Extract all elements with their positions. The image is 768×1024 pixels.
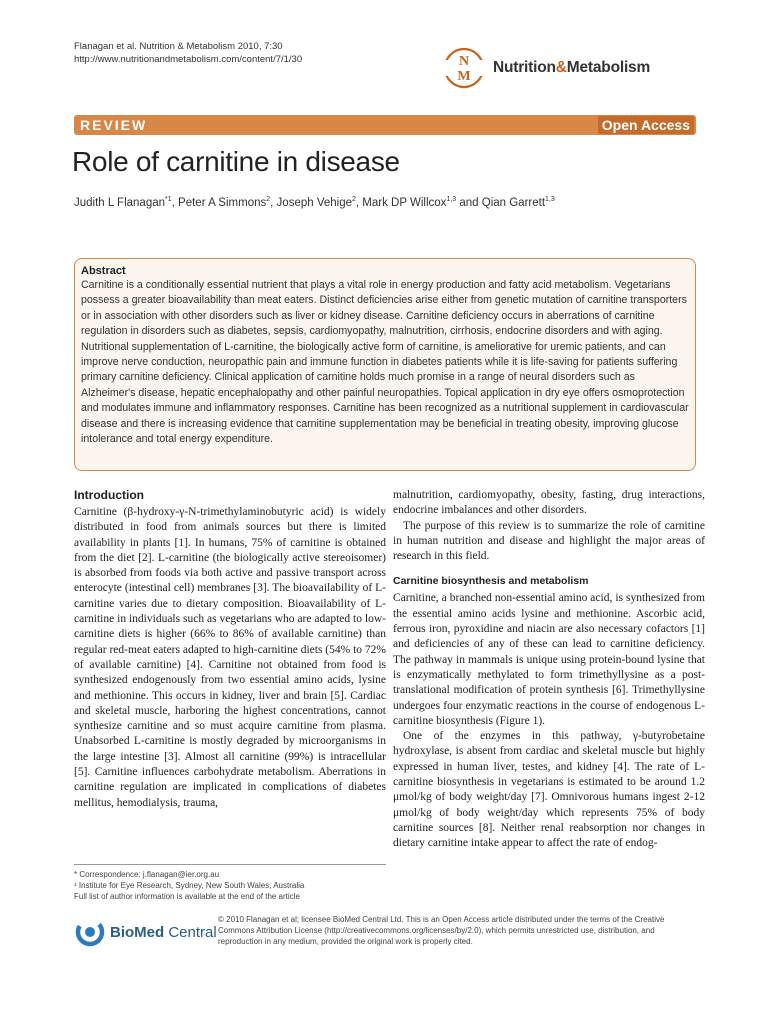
open-access-badge: Open Access: [598, 116, 694, 134]
body-paragraph: malnutrition, cardiomyopathy, obesity, fasting, drug interactions, endocrine imbalances and other disorders.: [393, 489, 705, 517]
article-type-banner: [74, 115, 696, 135]
abstract-box: [74, 258, 696, 471]
body-paragraph: The purpose of this review is to summarize the role of carnitine in human nutrition and disease and highlight the major areas of research in this field.: [393, 519, 705, 563]
article-title: Role of carnitine in disease: [72, 146, 400, 177]
article-type: REVIEW: [80, 117, 148, 133]
body-paragraph: One of the enzymes in this pathway, γ-butyrobetaine hydroxylase, is absent from cardiac and skeletal muscle but highly expressed in human liver, testes, and kidney [4]. The rate of L-carnitine biosynthesis in vegetarians is estimated to be around 1.2 μmol/kg of body weight/day [7]. Omnivorous humans ingest 2-12 μmol/kg of body weight/day which represents 75% of body carnitine sources [8]. Neither renal reabsorption nor changes in dietary carnitine intake appear to affect the rate of endog-: [393, 730, 705, 850]
publisher-name: BioMed Central: [110, 924, 217, 941]
abstract-heading: Abstract: [81, 265, 126, 277]
author-info-note: Full list of author information is available at the end of the article: [74, 892, 300, 901]
introduction-heading: Introduction: [74, 488, 144, 502]
svg-text:N: N: [458, 54, 470, 69]
body-paragraph: Carnitine, a branched non-essential amino acid, is synthesized from the essential amino acids lysine and methionine. Ascorbic acid, ferrous iron, pyroxidine and niacin are also necessary cofactors [1] and deficiencies of any of these can lead to carnitine deficiency. The pathway in mammals is unique using protein-bound lysine that is enzymatically methylated to form trimethyllysine as a post-translational modification of protein synthesis [6]. Trimethyllysine undergoes four enzymatic reactions in the course of endogenous L-carnitine biosynthesis (Figure 1).: [393, 592, 705, 727]
correspondence-note: * Correspondence: j.flanagan@ier.org.au: [74, 870, 220, 879]
abstract-text: Carnitine is a conditionally essential nutrient that plays a vital role in energy production and fatty acid metabolism. Vegetarians possess a greater bioavailability than meat eaters. Distinct deficiencies arise either from genetic mutation of carnitine transporters or in association with other disorders such as liver or kidney disease. Carnitine deficiency occurs in aberrations of carnitine regulation in disorders such as diabetes, sepsis, cardiomyopathy, malnutrition, cirrhosis, endocrine disorders and with aging. Nutritional supplementation of L-carnitine, the biologically active form of carnitine, is ameliorative for uremic patients, and can improve nerve conduction, neuropathic pain and immune function in diabetes patients while it is life-saving for patients suffering primary carnitine deficiency. Clinical application of carnitine holds much promise in a range of neural disorders such as Alzheimer's disease, hepatic encephalopathy and other painful neuropathies. Topical application in dry eye offers osmoprotection and modulates immune and inflammatory responses. Carnitine has been recognized as a nutritional supplement in cardiovascular disease and there is increasing evidence that carnitine supplementation may be beneficial in treating obesity, improving glucose intolerance and total energy expenditure.: [81, 279, 689, 446]
biomed-logo-icon: [74, 916, 106, 948]
citation-line: Flanagan et al. Nutrition & Metabolism 2010, 7:30: [74, 41, 283, 52]
journal-name: Nutrition&Metabolism: [493, 59, 651, 76]
journal-logo: [441, 44, 696, 92]
author-list: Judith L Flanagan$^{*1}$, Peter A Simmons$^2$, Joseph Vehige$^2$, Mark DP Willcox$^{1,3}$ and Qian Garrett$^{1,3}$: [74, 196, 555, 209]
footnotes: [74, 864, 386, 902]
citation: [74, 40, 302, 66]
article-url[interactable]: http://www.nutritionandmetabolism.com/content/7/1/30: [74, 54, 303, 65]
license-text: © 2010 Flanagan et al; licensee BioMed Central Ltd. This is an Open Access article distributed under the terms of the Creative Commons Attribution License (http://creativecommons.org/licenses/by/2.0), which permits unrestricted use, distribution, and reproduction in any medium, provided the original work is properly cited.: [218, 915, 665, 946]
nm-logo-icon: [441, 44, 487, 92]
left-column: [74, 488, 386, 811]
biomed-central-logo: [74, 916, 224, 948]
svg-text:M: M: [457, 69, 471, 84]
affiliation-note: ¹ Institute for Eye Research, Sydney, New South Wales, Australia: [74, 881, 305, 890]
right-column: [393, 488, 705, 852]
biosynthesis-heading: Carnitine biosynthesis and metabolism: [393, 575, 589, 588]
intro-paragraph: Carnitine (β-hydroxy-γ-N-trimethylaminobutyric acid) is widely distributed in food from animals sources but there is limited availability in plants [1]. In humans, 75% of carnitine is obtained from the diet [2]. L-carnitine (the biologically active stereoisomer) is absorbed from foods via both active and passive transport across enterocyte (intestinal cell) membranes [3]. The bioavailability of L-carnitine varies due to dietary composition. Bioavailability of L-carnitine in individuals such as vegetarians who are adapted to low-carnitine diets is higher (66% to 86% of available carnitine) than regular red-meat eaters adapted to high-carnitine diets (54% to 72% of available carnitine) [4]. Carnitine not obtained from food is synthesized endogenously from two essential amino acids, lysine and methionine. This occurs in kidney, liver and brain [5]. Cardiac and skeletal muscle, harboring the highest concentrations, cannot synthesize carnitine and so must acquire carnitine from plasma. Unabsorbed L-carnitine is mostly degraded by microorganisms in the large intestine [3]. Almost all carnitine (99%) is intracellular [5]. Carnitine influences carbohydrate metabolism. Aberrations in carnitine regulation are implicated in complications of diabetes mellitus, hemodialysis, trauma,: [74, 506, 386, 809]
